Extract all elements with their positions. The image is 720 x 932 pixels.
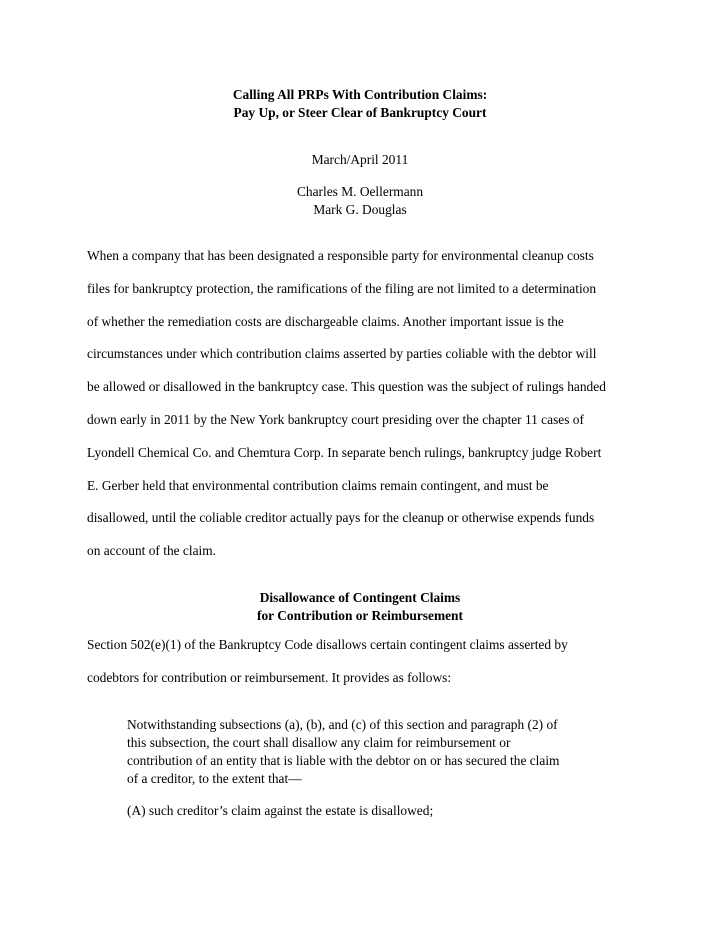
section-heading — [0, 589, 720, 625]
statute-quote — [127, 716, 597, 788]
text-line: be allowed or disallowed in the bankruptcy case. This question was the subject of rulings handed — [87, 379, 606, 395]
text-line: circumstances under which contribution claims asserted by parties coliable with the debtor will — [87, 346, 597, 362]
text-line: down early in 2011 by the New York bankruptcy court presiding over the chapter 11 cases of — [87, 411, 584, 427]
text-line: files for bankruptcy protection, the ramifications of the filing are not limited to a determination — [87, 280, 597, 296]
document-title — [0, 86, 720, 122]
quote-line: this subsection, the court shall disallow any claim for reimbursement or — [127, 735, 511, 750]
text-line: When a company that has been designated a responsible party for environmental cleanup costs — [87, 248, 594, 263]
text-line: on account of the claim. — [87, 543, 217, 559]
text-line: codebtors for contribution or reimbursement. It provides as follows: — [87, 669, 452, 685]
text-line: E. Gerber held that environmental contribution claims remain contingent, and must be — [87, 477, 549, 493]
publication-date: March/April 2011 — [311, 152, 409, 167]
author-name: Mark G. Douglas — [313, 202, 407, 217]
title-line: Calling All PRPs With Contribution Claims: — [232, 87, 488, 102]
heading-line: for Contribution or Reimbursement — [257, 608, 463, 623]
quote-line: contribution of an entity that is liable with the debtor on or has secured the claim — [127, 753, 560, 768]
authors-block — [0, 183, 720, 219]
text-line: disallowed, until the coliable creditor actually pays for the cleanup or otherwise expends funds — [87, 510, 595, 526]
author-name: Charles M. Oellermann — [296, 184, 424, 199]
section-paragraph — [87, 629, 647, 695]
heading-line: Disallowance of Contingent Claims — [259, 590, 461, 605]
quote-line: of a creditor, to the extent that— — [127, 771, 302, 786]
intro-paragraph — [87, 240, 647, 568]
statute-quote-item-a: (A) such creditor’s claim against the estate is disallowed; — [127, 803, 434, 818]
text-line: Lyondell Chemical Co. and Chemtura Corp. In separate bench rulings, bankruptcy judge Robert — [87, 444, 602, 460]
quote-line: Notwithstanding subsections (a), (b), and (c) of this section and paragraph (2) of — [127, 717, 558, 732]
title-line: Pay Up, or Steer Clear of Bankruptcy Court — [233, 105, 487, 120]
text-line: of whether the remediation costs are dischargeable claims. Another important issue is the — [87, 313, 564, 329]
text-line: Section 502(e)(1) of the Bankruptcy Code disallows certain contingent claims asserted by — [87, 637, 568, 652]
